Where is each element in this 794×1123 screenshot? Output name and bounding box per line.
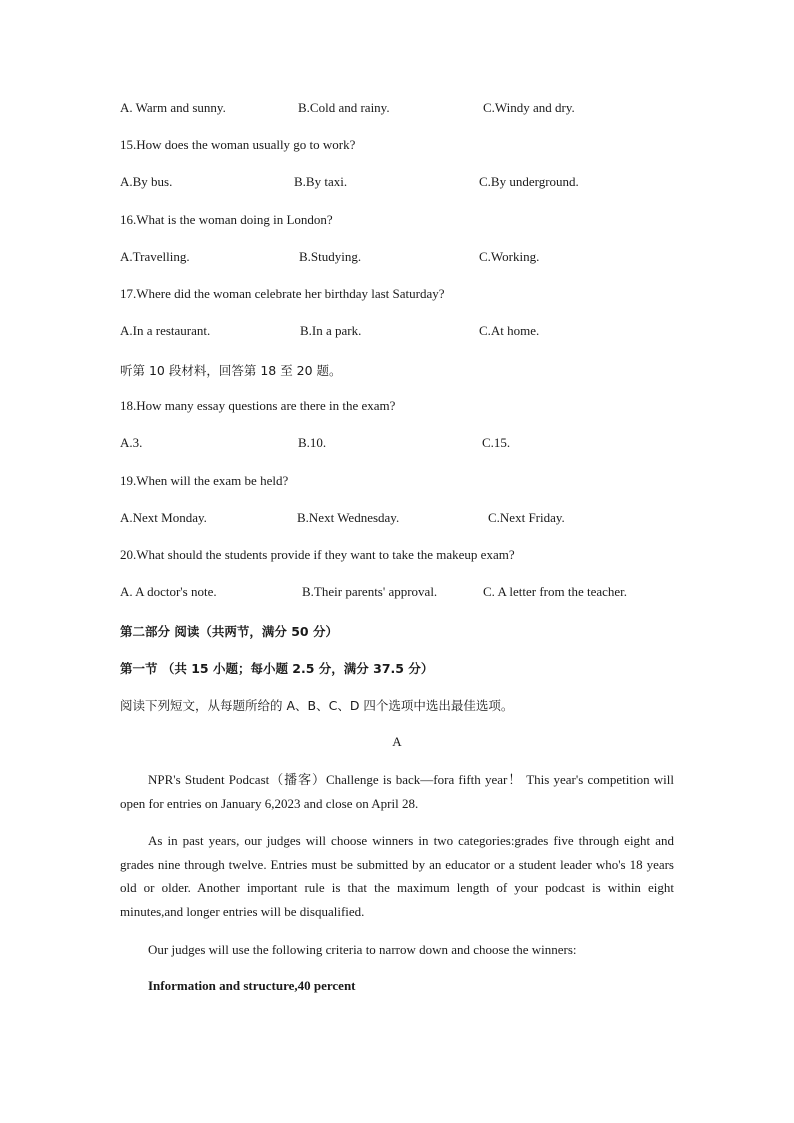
q15-option-a: A.By bus. [120, 174, 173, 189]
q16-option-b: B.Studying. [299, 249, 362, 264]
q18-question: 18.How many essay questions are there in the exam? [120, 398, 396, 413]
q17-option-c: C.At home. [479, 323, 540, 338]
passage-paragraph-2: As in past years, our judges will choose winners in two categories:grades five through eight and grades nine through twelve. Entries must be submitted by an educator or a student leader who's 18 years old or older. Another important rule is that the maximum length of your podcast is within eight minutes,and longer entries will be disqualified. [120, 833, 674, 919]
q19-question: 19.When will the exam be held? [120, 473, 289, 488]
q15-option-c: C.By underground. [479, 174, 579, 189]
q14-option-b: B.Cold and rainy. [298, 100, 390, 115]
q14-option-a: A. Warm and sunny. [120, 100, 226, 115]
q19-option-c: C.Next Friday. [488, 510, 565, 525]
q20-option-a: A. A doctor's note. [120, 584, 217, 599]
q18-option-b: B.10. [298, 435, 327, 450]
q20-option-c: C. A letter from the teacher. [483, 584, 628, 599]
q18-option-a: A.3. [120, 435, 143, 450]
q15-question: 15.How does the woman usually go to work? [120, 137, 356, 152]
q17-question: 17.Where did the woman celebrate her birthday last Saturday? [120, 286, 445, 301]
section1-heading: 第一节 （共 15 小题；每小题 2.5 分，满分 37.5 分） [120, 661, 434, 676]
q20-option-b: B.Their parents' approval. [302, 584, 438, 599]
q16-question: 16.What is the woman doing in London? [120, 212, 333, 227]
q18-option-c: C.15. [482, 435, 511, 450]
criteria-heading: Information and structure,40 percent [148, 978, 356, 993]
passage-paragraph-1: NPR's Student Podcast（播客）Challenge is back—fora fifth year！ This year's competition will open for entries on January 6,2023 and close on April 28. [120, 772, 674, 811]
q17-option-a: A.In a restaurant. [120, 323, 211, 338]
q16-option-a: A.Travelling. [120, 249, 190, 264]
q19-option-a: A.Next Monday. [120, 510, 207, 525]
listening-instruction: 听第 10 段材料，回答第 18 至 20 题。 [120, 363, 342, 378]
q19-option-b: B.Next Wednesday. [297, 510, 400, 525]
passage-paragraph-3: Our judges will use the following criteria to narrow down and choose the winners: [148, 942, 577, 957]
reading-instruction: 阅读下列短文，从每题所给的 A、B、C、D 四个选项中选出最佳选项。 [120, 698, 514, 713]
q20-question: 20.What should the students provide if they want to take the makeup exam? [120, 547, 515, 562]
part2-heading: 第二部分 阅读（共两节，满分 50 分） [120, 624, 338, 639]
passage-label: A [392, 734, 402, 749]
q15-option-b: B.By taxi. [294, 174, 348, 189]
q17-option-b: B.In a park. [300, 323, 362, 338]
q16-option-c: C.Working. [479, 249, 540, 264]
q14-option-c: C.Windy and dry. [483, 100, 575, 115]
